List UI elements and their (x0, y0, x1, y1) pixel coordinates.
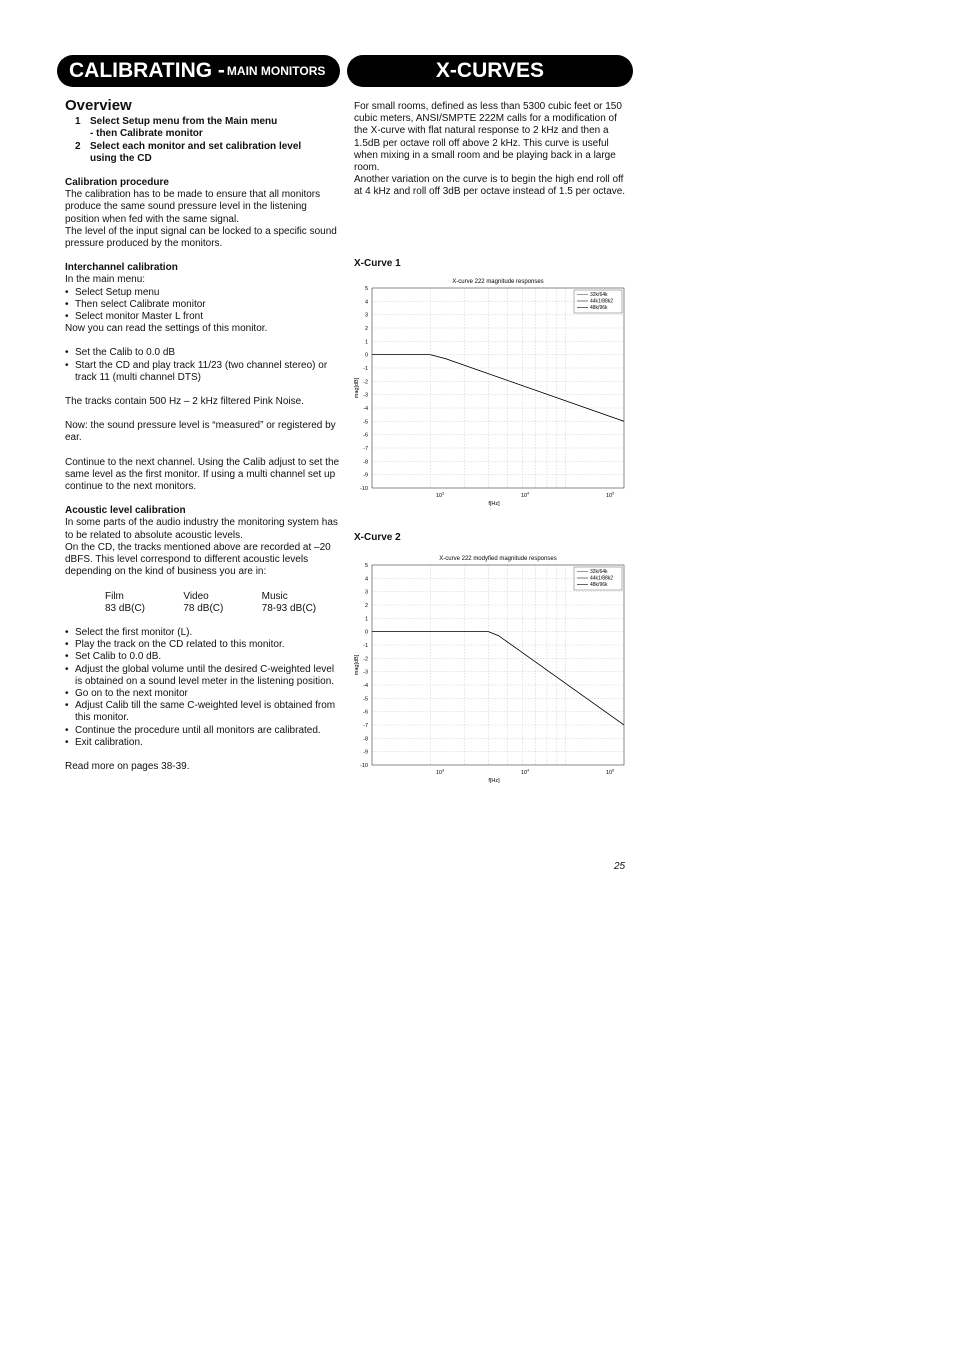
y-tick-label: 0 (364, 352, 368, 359)
series-line (372, 355, 624, 422)
y-tick-label: 0 (364, 629, 368, 636)
y-tick-label: -5 (363, 419, 368, 426)
xcurve1-chart (350, 274, 634, 508)
table-cell: Music (261, 590, 288, 602)
list-item: • Continue the procedure until all monitors are calibrated. (65, 725, 340, 737)
xcurve2-chart (350, 551, 634, 785)
left-column (65, 97, 340, 773)
y-tick-label: 1 (364, 339, 368, 346)
y-tick-label: -8 (363, 459, 368, 466)
y-axis-label: mag[dB] (354, 654, 360, 676)
list-item: • Start the CD and play track 11/23 (two channel stereo) or track 11 (multi channel DTS) (65, 360, 340, 384)
table-cell: Video (183, 590, 209, 602)
interchannel-list (65, 287, 340, 324)
table-row (105, 603, 340, 615)
series-line (372, 355, 624, 422)
y-tick-label: 3 (364, 312, 368, 319)
y-tick-label: 2 (364, 603, 368, 609)
list-item: • Then select Calibrate monitor (65, 299, 340, 311)
chart-label-xcurve1: X-Curve 1 (354, 258, 401, 269)
legend-label: 44k1/88k2 (590, 298, 614, 305)
series-line (372, 632, 624, 725)
paragraph: Now: the sound pressure level is “measured” or registered by ear. (65, 420, 336, 444)
y-tick-label: -5 (363, 696, 368, 703)
x-tick-label: $10^4$ (520, 491, 530, 499)
y-tick-label: -9 (363, 472, 368, 479)
series-line (372, 632, 624, 725)
banner-title: X-CURVES (435, 59, 545, 82)
y-tick-label: -10 (360, 763, 368, 769)
paragraph: For small rooms, defined as less than 5300 cubic feet or 150 cubic meters, ANSI/SMPTE 222M calls for a modification of the X-curve with flat natural response to 2 kHz and then a 1.5dB per octave roll off above 2 kHz. This curve is useful when mixing in a small room and be playing back in a large room. (354, 101, 622, 174)
y-tick-label: 3 (364, 589, 368, 596)
y-tick-label: 5 (364, 563, 368, 569)
calibration-procedure-title: Calibration procedure (65, 177, 169, 189)
banner-subtitle: MAIN MONITORS (226, 64, 326, 78)
plot-frame (372, 565, 624, 765)
y-tick-label: -2 (363, 379, 368, 386)
y-tick-label: -3 (363, 392, 368, 399)
y-tick-label: 1 (364, 616, 368, 623)
right-column (354, 101, 626, 199)
interchannel-list-2 (65, 347, 340, 384)
table-cell: 83 dB(C) (105, 602, 146, 614)
acoustic-title: Acoustic level calibration (65, 505, 186, 517)
y-tick-label: -4 (363, 683, 368, 689)
paragraph: The tracks contain 500 Hz – 2 kHz filtered Pink Noise. (65, 396, 304, 408)
acoustic-levels-table (105, 591, 340, 615)
list-item: • Exit calibration. (65, 737, 340, 749)
x-tick-label: $10^5$ (605, 768, 615, 776)
series-line (372, 632, 624, 725)
y-tick-label: -1 (363, 643, 368, 649)
banner-title: CALIBRATING - (69, 59, 225, 82)
overview-heading: Overview (65, 97, 132, 114)
y-tick-label: -3 (363, 669, 368, 676)
x-tick-label: $10^3$ (435, 491, 445, 499)
y-tick-label: -9 (363, 749, 368, 756)
table-cell: Film (105, 590, 124, 602)
y-tick-label: 4 (364, 576, 368, 583)
y-tick-label: -4 (363, 406, 368, 412)
section-banner-xcurves (347, 55, 633, 87)
legend-label: 44k1/88k2 (590, 575, 614, 582)
paragraph: The calibration has to be made to ensure that all monitors produce the same sound pressure level in the listening position when fed with the same signal. (65, 189, 321, 225)
list-item: • Adjust the global volume until the desired C-weighted level is obtained on a sound level meter in the listening position. (65, 664, 340, 688)
legend-label: 48k/96k (590, 305, 608, 311)
x-tick-label: $10^3$ (435, 768, 445, 776)
paragraph: The level of the input signal can be locked to a specific sound pressure produced by the monitors. (65, 225, 337, 250)
section-banner-calibrating (57, 55, 340, 87)
step-item: 2 Select each monitor and set calibration level using the CD (75, 140, 302, 164)
y-tick-label: -10 (360, 486, 368, 492)
legend-label: 32k/64k (590, 292, 608, 298)
legend-label: 48k/96k (590, 582, 608, 588)
y-axis-label: mag[dB] (354, 377, 360, 399)
y-tick-label: 4 (364, 299, 368, 306)
y-tick-label: -6 (363, 432, 368, 439)
list-item: • Select the first monitor (L). (65, 627, 340, 639)
y-tick-label: 5 (364, 286, 368, 292)
y-tick-label: 2 (364, 326, 368, 332)
page-number: 25 (614, 861, 626, 872)
y-tick-label: -2 (363, 656, 368, 663)
chart-label-xcurve2: X-Curve 2 (354, 532, 401, 543)
list-item: • Adjust Calib till the same C-weighted level is obtained from this monitor. (65, 700, 340, 724)
legend-label: 32k/64k (590, 569, 608, 575)
list-item: • Go on to the next monitor (65, 688, 340, 700)
paragraph: On the CD, the tracks mentioned above are recorded at –20 dBFS. This level correspond to different acoustic levels depending on the kind of business you are in: (65, 541, 331, 578)
y-tick-label: -8 (363, 736, 368, 743)
overview-steps (65, 116, 340, 165)
table-cell: 78-93 dB(C) (261, 602, 317, 614)
x-axis-label: f[Hz] (488, 778, 500, 784)
interchannel-title: Interchannel calibration (65, 262, 178, 274)
x-tick-label: $10^5$ (605, 491, 615, 499)
table-cell: 78 dB(C) (183, 602, 224, 614)
step-item: 1 Select Setup menu from the Main menu - then Calibrate monitor (75, 116, 278, 140)
paragraph: Read more on pages 38-39. (65, 760, 190, 772)
list-item: • Select Setup menu (65, 287, 340, 299)
chart-title: X-curve 222 modyfied magnitude responses (439, 556, 557, 562)
y-tick-label: -1 (363, 366, 368, 372)
y-tick-label: -6 (363, 709, 368, 716)
chart-title: X-curve 222 magnitude responses (452, 279, 544, 285)
list-item: • Set Calib to 0.0 dB. (65, 651, 340, 663)
paragraph: In the main menu: (65, 274, 146, 286)
y-tick-label: -7 (363, 446, 368, 452)
x-tick-label: $10^4$ (520, 768, 530, 776)
paragraph: Now you can read the settings of this monitor. (65, 323, 268, 335)
series-line (372, 355, 624, 422)
list-item: • Set the Calib to 0.0 dB (65, 347, 340, 359)
list-item: • Select monitor Master L front (65, 311, 340, 323)
paragraph: In some parts of the audio industry the monitoring system has to be related to absolute acoustic levels. (65, 517, 338, 541)
list-item: • Play the track on the CD related to this monitor. (65, 639, 340, 651)
table-row (105, 591, 340, 603)
acoustic-list (65, 627, 340, 749)
y-tick-label: -7 (363, 723, 368, 729)
paragraph: Continue to the next channel. Using the Calib adjust to set the same level as the first monitor. If using a multi channel set up continue to the next monitors. (65, 456, 340, 493)
paragraph: Another variation on the curve is to begin the high end roll off at 4 kHz and roll off 3dB per octave instead of 1.5 per octave. (354, 174, 626, 198)
plot-frame (372, 288, 624, 488)
x-axis-label: f[Hz] (488, 501, 500, 507)
